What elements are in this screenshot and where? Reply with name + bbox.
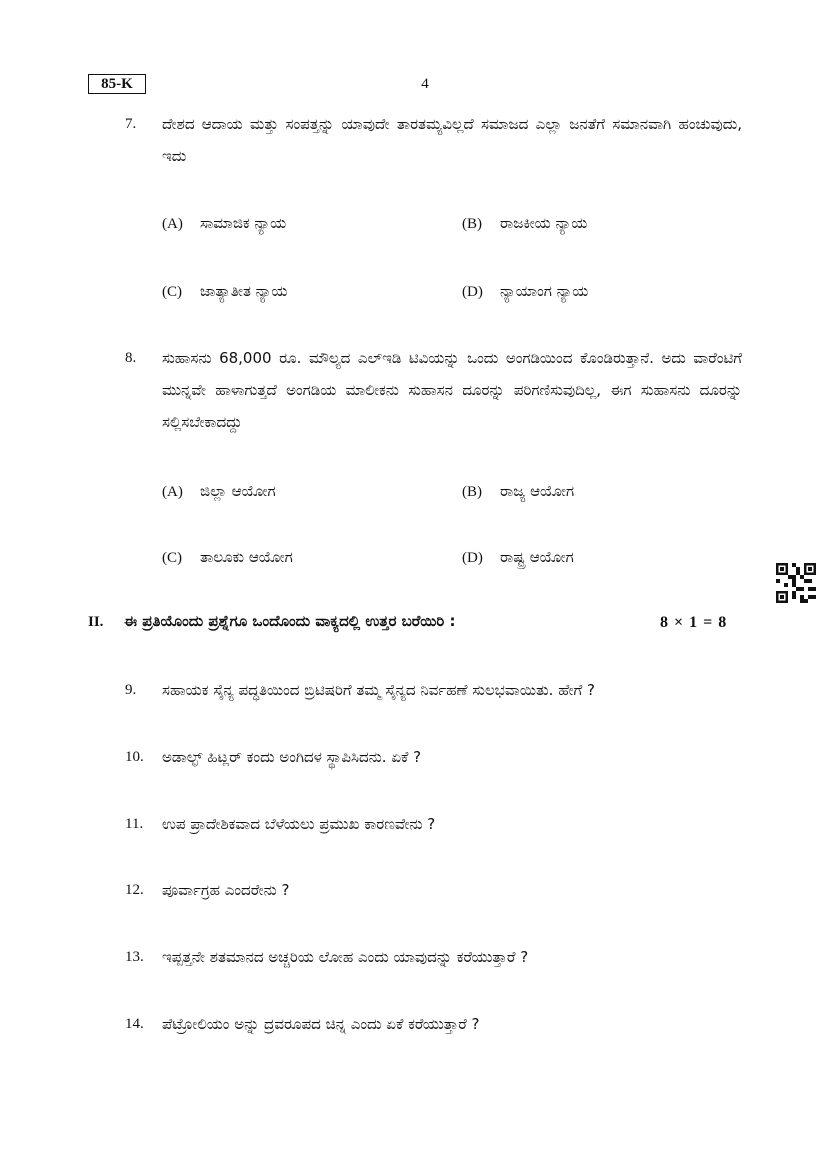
option-label: (C) bbox=[162, 284, 182, 300]
section-instruction: ಈ ಪ್ರತಿಯೊಂದು ಪ್ರಶ್ನೆಗೂ ಒಂದೊಂದು ವಾಕ್ಯದಲ್ಲಿ ಉತ್ತರ ಬರೆಯಿರಿ : bbox=[124, 612, 456, 630]
question-7-text: ದೇಶದ ಆದಾಯ ಮತ್ತು ಸಂಪತ್ತನ್ನು ಯಾವುದೇ ತಾರತಮ್ಯವಿಲ್ಲದೆ ಸಮಾಜದ ಎಲ್ಲಾ ಜನತೆಗೆ ಸಮಾನವಾಗಿ ಹಂಚುವುದು, ಇದು bbox=[162, 115, 742, 165]
option-text: ಸಾಮಾಜಿಕ ನ್ಯಾಯ bbox=[200, 214, 287, 232]
question-10-text: ಅಡಾಲ್ಫ್ ಹಿಟ್ಲರ್ ಕಂದು ಅಂಗಿದಳ ಸ್ಥಾಪಿಸಿದನು. ಏಕೆ ? bbox=[162, 748, 422, 766]
question-10-number: 10. bbox=[125, 749, 144, 765]
page-number: 4 bbox=[421, 76, 429, 92]
option-text: ರಾಷ್ಟ್ರ ಆಯೋಗ bbox=[500, 548, 574, 566]
option-label: (B) bbox=[462, 216, 482, 232]
qr-code-icon bbox=[776, 563, 816, 603]
option-text: ನ್ಯಾಯಾಂಗ ನ್ಯಾಯ bbox=[500, 282, 589, 300]
option-label: (A) bbox=[162, 216, 183, 232]
question-14-text: ಪೆಟ್ರೋಲಿಯಂ ಅನ್ನು ದ್ರವರೂಪದ ಚಿನ್ನ ಎಂದು ಏಕೆ ಕರೆಯುತ್ತಾರೆ ? bbox=[162, 1015, 480, 1033]
paper-code-box: 85-K bbox=[88, 74, 146, 94]
question-7-option-d bbox=[462, 282, 588, 301]
question-12-number: 12. bbox=[125, 882, 144, 898]
option-text: ತಾಲೂಕು ಆಯೋಗ bbox=[200, 548, 293, 566]
option-label: (B) bbox=[462, 484, 482, 500]
question-8-option-b bbox=[462, 482, 574, 501]
option-text: ರಾಜಕೀಯ ನ್ಯಾಯ bbox=[500, 214, 588, 232]
question-8-option-a bbox=[162, 482, 276, 501]
option-label: (D) bbox=[462, 284, 483, 300]
section-marks: 8 × 1 = 8 bbox=[660, 614, 728, 631]
option-text: ಜಿಲ್ಲಾ ಆಯೋಗ bbox=[200, 482, 276, 500]
question-12-text: ಪೂರ್ವಾಗ್ರಹ ಎಂದರೇನು ? bbox=[162, 881, 290, 899]
question-9-number: 9. bbox=[125, 682, 137, 698]
question-11-number: 11. bbox=[125, 816, 144, 832]
question-7-option-c bbox=[162, 282, 287, 301]
question-7-option-a bbox=[162, 214, 286, 233]
question-14-number: 14. bbox=[125, 1016, 144, 1032]
question-8-text: ಸುಹಾಸನು 68,000 ರೂ. ಮೌಲ್ಯದ ಎಲ್ಇಡಿ ಟಿವಿಯನ್ನು ಒಂದು ಅಂಗಡಿಯಿಂದ ಕೊಂಡಿರುತ್ತಾನೆ. ಅದು ವಾರೆಂಟಿಗೆ ಮುನ್ನವೇ ಹಾಳಾಗುತ್ತದೆ ಅಂಗಡಿಯ ಮಾಲೀಕನು ಸುಹಾಸನ ದೂರನ್ನು ಪರಿಗಣಿಸುವುದಿಲ್ಲ, ಈಗ ಸುಹಾಸನು ದೂರನ್ನು ಸಲ್ಲಿಸಬೇಕಾದದ್ದು bbox=[162, 349, 742, 431]
option-label: (D) bbox=[462, 550, 483, 566]
question-13-text: ಇಪ್ಪತ್ತನೇ ಶತಮಾನದ ಅಚ್ಚರಿಯ ಲೋಹ ಎಂದು ಯಾವುದನ್ನು ಕರೆಯುತ್ತಾರೆ ? bbox=[162, 948, 529, 966]
question-7-option-b bbox=[462, 214, 587, 233]
question-7-number: 7. bbox=[125, 116, 137, 132]
question-9-text: ಸಹಾಯಕ ಸೈನ್ಯ ಪದ್ಧತಿಯಿಂದ ಬ್ರಿಟಿಷರಿಗೆ ತಮ್ಮ ಸೈನ್ಯದ ನಿರ್ವಹಣೆ ಸುಲಭವಾಯಿತು. ಹೇಗೆ ? bbox=[162, 681, 595, 699]
question-11-text: ಉಪ ಪ್ರಾದೇಶಿಕವಾದ ಬೆಳೆಯಲು ಪ್ರಮುಖ ಕಾರಣವೇನು ? bbox=[162, 815, 436, 833]
option-label: (C) bbox=[162, 550, 182, 566]
section-number: II. bbox=[88, 614, 104, 630]
question-13-number: 13. bbox=[125, 949, 144, 965]
question-8-option-c bbox=[162, 548, 293, 567]
option-text: ಜಾತ್ಯಾತೀತ ನ್ಯಾಯ bbox=[200, 282, 288, 300]
option-text: ರಾಜ್ಯ ಆಯೋಗ bbox=[500, 482, 575, 500]
option-label: (A) bbox=[162, 484, 183, 500]
question-8-number: 8. bbox=[125, 350, 137, 366]
question-8-option-d bbox=[462, 548, 574, 567]
